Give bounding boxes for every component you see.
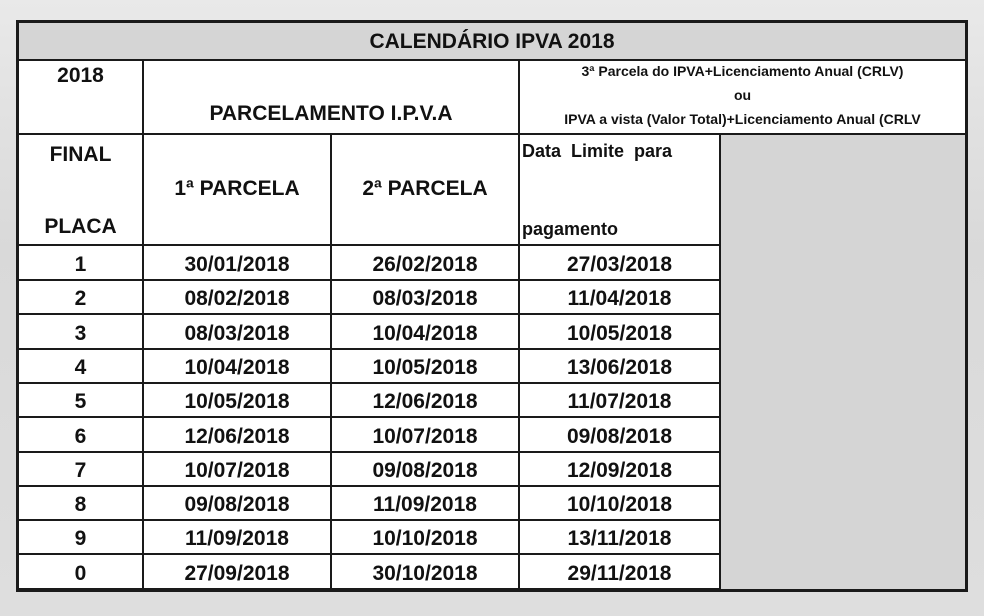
parcela2-header: 2ª PARCELA — [332, 135, 520, 246]
data-limite-cell: 29/11/2018 — [520, 555, 721, 590]
final-plate-cell: 0 — [19, 555, 144, 590]
parcela2-date-cell: 26/02/2018 — [332, 246, 520, 281]
parcela1-date-cell: 12/06/2018 — [144, 418, 332, 453]
data-limite-cell: 11/04/2018 — [520, 280, 721, 315]
parcela2-date-cell: 12/06/2018 — [332, 383, 520, 418]
third-parcel-line3: IPVA a vista (Valor Total)+Licenciamento Anual (CRLV — [564, 111, 921, 127]
third-parcel-line1: 3ª Parcela do IPVA+Licenciamento Anual (CRLV) — [581, 63, 904, 79]
parcela1-date-cell: 10/05/2018 — [144, 383, 332, 418]
third-parcel-header — [520, 59, 965, 135]
final-plate-cell: 5 — [19, 383, 144, 418]
parcela1-date-cell: 08/02/2018 — [144, 280, 332, 315]
data-limite-cell: 12/09/2018 — [520, 452, 721, 487]
table-row — [19, 315, 719, 350]
table-row — [19, 486, 719, 521]
third-parcel-line2: ou — [733, 87, 752, 103]
parcela2-date-cell: 09/08/2018 — [332, 452, 520, 487]
data-limite-label: Data Limite para — [522, 141, 673, 161]
parcela1-date-cell: 09/08/2018 — [144, 486, 332, 521]
data-limite-cell: 13/06/2018 — [520, 349, 721, 384]
parcela2-date-cell: 10/07/2018 — [332, 418, 520, 453]
parcela1-date-cell: 30/01/2018 — [144, 246, 332, 281]
final-plate-cell: 9 — [19, 520, 144, 555]
parcela2-date-cell: 08/03/2018 — [332, 280, 520, 315]
parcela1-date-cell: 08/03/2018 — [144, 315, 332, 350]
parcela1-date-cell: 11/09/2018 — [144, 520, 332, 555]
data-limite-cell: 11/07/2018 — [520, 383, 721, 418]
data-limite-cell: 09/08/2018 — [520, 418, 721, 453]
final-plate-cell: 6 — [19, 418, 144, 453]
data-limite-cell: 10/10/2018 — [520, 486, 721, 521]
table-row — [19, 418, 719, 453]
parcela1-header: 1ª PARCELA — [144, 135, 332, 246]
table-title: CALENDÁRIO IPVA 2018 — [19, 23, 965, 61]
data-limite-cell: 10/05/2018 — [520, 315, 721, 350]
parcela1-date-cell: 10/04/2018 — [144, 349, 332, 384]
final-plate-cell: 1 — [19, 246, 144, 281]
empty-gray-area — [721, 135, 965, 589]
final-label: FINAL — [49, 143, 112, 166]
parcela2-date-cell: 10/04/2018 — [332, 315, 520, 350]
pagamento-label: pagamento — [522, 219, 619, 239]
parcela2-date-cell: 11/09/2018 — [332, 486, 520, 521]
data-limite-header — [520, 135, 721, 246]
table-row — [19, 555, 719, 590]
parcela1-date-cell: 27/09/2018 — [144, 555, 332, 590]
final-plate-cell: 8 — [19, 486, 144, 521]
table-row — [19, 349, 719, 384]
parcela2-date-cell: 10/10/2018 — [332, 520, 520, 555]
year-header: 2018 — [19, 59, 144, 135]
data-limite-cell: 27/03/2018 — [520, 246, 721, 281]
parcela2-date-cell: 10/05/2018 — [332, 349, 520, 384]
final-plate-cell: 2 — [19, 280, 144, 315]
ipva-calendar-table — [16, 20, 968, 592]
table-row — [19, 246, 719, 281]
parcelamento-header: PARCELAMENTO I.P.V.A — [144, 59, 520, 135]
table-row — [19, 520, 719, 555]
final-plate-cell: 7 — [19, 452, 144, 487]
parcela1-date-cell: 10/07/2018 — [144, 452, 332, 487]
table-row — [19, 383, 719, 418]
final-plate-cell: 3 — [19, 315, 144, 350]
data-limite-cell: 13/11/2018 — [520, 520, 721, 555]
table-row — [19, 280, 719, 315]
parcela2-date-cell: 30/10/2018 — [332, 555, 520, 590]
final-placa-header — [19, 135, 144, 246]
placa-label: PLACA — [44, 215, 117, 238]
final-plate-cell: 4 — [19, 349, 144, 384]
table-row — [19, 452, 719, 487]
